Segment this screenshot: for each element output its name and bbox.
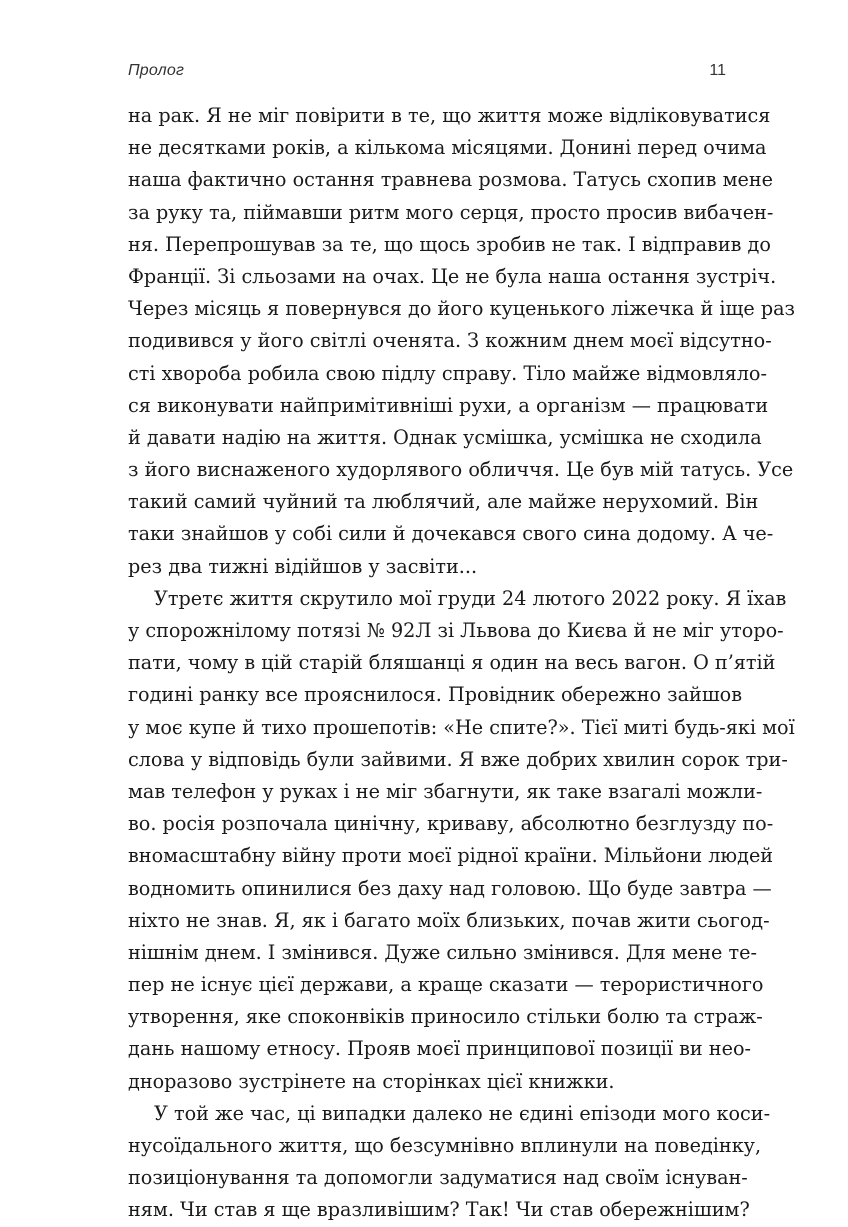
text-line: ся виконувати найпримітивніші рухи, а організм — працювати xyxy=(128,393,769,417)
text-line: слова у відповідь були зайвими. Я вже добрих хвилин сорок три- xyxy=(128,747,788,771)
text-line: нішнім днем. І змінився. Дуже сильно змінився. Для мене те- xyxy=(128,940,757,964)
text-line: сті хвороба робила свою підлу справу. Тіло майже відмовляло- xyxy=(128,361,767,385)
text-line: водномить опинилися без даху над головою. Що буде завтра — xyxy=(128,876,772,900)
text-line: Франції. Зі сльозами на очах. Це не була наша остання зустріч. xyxy=(128,264,777,288)
text-line: позиціонування та допомогли задуматися над своїм існуван- xyxy=(128,1166,748,1190)
text-line: во. росія розпочала цинічну, криваву, абсолютно безглузду по- xyxy=(128,812,774,836)
text-line: пати, чому в цій старій бляшанці я один на весь вагон. О п’ятій xyxy=(128,651,776,675)
running-title: Пролог xyxy=(128,62,185,79)
text-line: дноразово зустрінете на сторінках цієї книжки. xyxy=(128,1069,615,1093)
text-line: мав телефон у руках і не міг збагнути, як таке взагалі можли- xyxy=(128,779,763,803)
text-line: такий самий чуйний та люблячий, але майже нерухомий. Він xyxy=(128,490,759,514)
text-line: рез два тижні відійшов у засвіти... xyxy=(128,554,478,578)
text-line: таки знайшов у собі сили й дочекався свого сина додому. А че- xyxy=(128,522,774,546)
text-line: дань нашому етносу. Прояв моєї принципової позиції ви нео- xyxy=(128,1037,751,1061)
text-line: У той же час, ці випадки далеко не єдині епізоди мого коси- xyxy=(154,1101,771,1125)
text-line: у моє купе й тихо прошепотів: «Не спите?». Тієї миті будь-які мої xyxy=(128,715,795,739)
text-line: ням. Чи став я ще вразливішим? Так! Чи став обережнішим? xyxy=(128,1198,750,1222)
body-text xyxy=(128,100,796,1227)
text-line: на рак. Я не міг повірити в те, що життя може відліковуватися xyxy=(128,104,771,127)
page-number: 11 xyxy=(709,62,726,79)
text-line: за руку та, піймавши ритм мого серця, просто просив вибачен- xyxy=(128,200,774,224)
text-line: годині ранку все прояснилося. Провідник обережно зайшов xyxy=(128,683,743,707)
text-line: не десятками років, а кількома місяцями. Донині перед очима xyxy=(128,136,767,160)
text-line: пер не існує цієї держави, а краще сказати — терористичного xyxy=(128,973,764,997)
text-line: ня. Перепрошував за те, що щось зробив не так. І відправив до xyxy=(128,232,771,256)
paragraph xyxy=(128,100,796,583)
text-line: у спорожнілому потязі № 92Л зі Львова до Києва й не міг уторо- xyxy=(128,619,784,642)
text-line: нусоїдального життя, що безсумнівно вплинули на поведінку, xyxy=(128,1134,762,1157)
text-line: наша фактично остання травнева розмова. Татусь схопив мене xyxy=(128,168,774,192)
text-line: вномасштабну війну проти моєї рідної країни. Мільйони людей xyxy=(128,844,774,868)
text-line: й давати надію на життя. Однак усмішка, усмішка не сходила xyxy=(128,425,762,449)
paragraph xyxy=(128,583,795,1098)
text-line: Через місяць я повернувся до його куценького ліжечка й іще раз xyxy=(128,297,796,321)
text-line: ніхто не знав. Я, як і багато моїх близьких, почав жити сьогод- xyxy=(128,908,770,932)
text-line: подивився у його світлі оченята. З кожним днем моєї відсутно- xyxy=(128,329,772,353)
paragraph xyxy=(128,1098,771,1227)
text-line: з його виснаженого худорлявого обличчя. Це був мій татусь. Усе xyxy=(128,458,794,482)
text-line: утворення, яке споконвіків приносило стільки болю та страж- xyxy=(128,1005,763,1029)
text-line: Утретє життя скрутило мої груди 24 лютого 2022 року. Я їхав xyxy=(154,586,787,610)
